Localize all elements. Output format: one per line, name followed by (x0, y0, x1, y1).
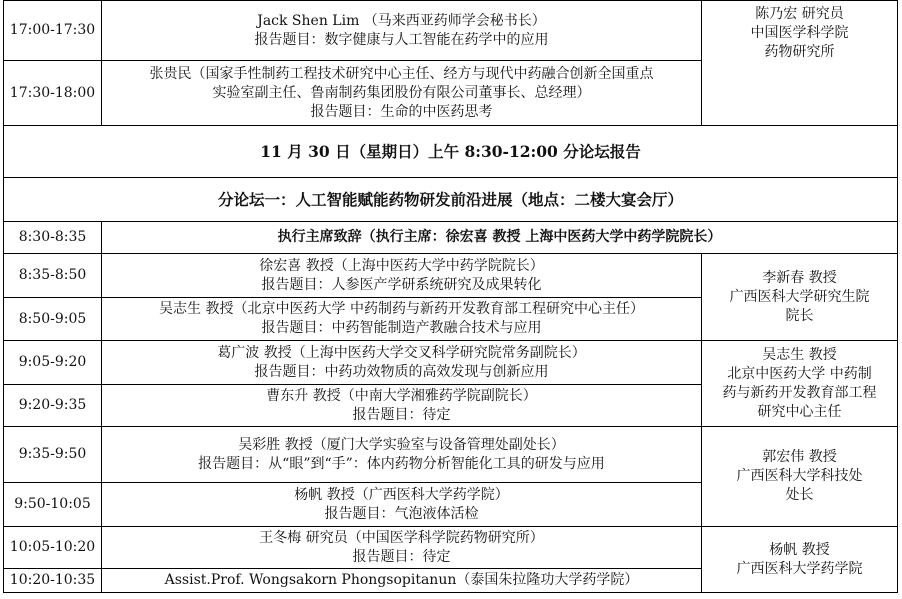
topic-line: 报告题目：中药功效物质的高效发现与创新应用 (254, 363, 549, 380)
speaker-line: 实验室副主任、鲁南制药集团股份有限公司董事长、总经理） (212, 84, 591, 101)
topic-line: 报告题目：从“眼”到“手”：体内药物分析智能化工具的研发与应用 (198, 455, 605, 472)
talk-cell (102, 1, 702, 61)
speaker-line: Assist.Prof. Wongsakorn Phongsopitanun（泰国朱拉隆功大学药学院） (164, 572, 639, 588)
chair-cell: 李新春 教授 广西医科大学研究生院 院长 (702, 254, 898, 341)
time-cell: 8:50-9:05 (4, 298, 102, 341)
speaker-line: 杨帆 教授（广西医科大学药学院） (294, 486, 509, 503)
time-cell: 9:35-9:50 (4, 427, 102, 483)
chair-cell: 杨帆 教授 广西医科大学药学院 (702, 527, 898, 593)
chair-cell: 陈乃宏 研究员 中国医学科学院 药物研究所 (702, 1, 898, 126)
time-cell: 9:20-9:35 (4, 385, 102, 427)
topic-line: 报告题目：数字健康与人工智能在药学中的应用 (254, 31, 549, 48)
talk-cell (102, 298, 702, 341)
speaker-line: 吴志生 教授（北京中医药大学 中药制药与新药开发教育部工程研究中心主任） (159, 301, 644, 317)
table-row (4, 254, 898, 298)
table-row (4, 427, 898, 483)
day-header: 11 月 30 日（星期日）上午 8:30-12:00 分论坛报告 (4, 126, 898, 178)
talk-cell (102, 254, 702, 298)
time-cell: 9:50-10:05 (4, 483, 102, 527)
speaker-line: 曹东升 教授（中南大学湘雅药学院副院长） (266, 387, 537, 404)
talk-cell (102, 527, 702, 569)
time-cell: 9:05-9:20 (4, 341, 102, 385)
talk-cell (102, 427, 702, 483)
speaker-line: 吴彩胜 教授（厦门大学实验室与设备管理处副处长） (238, 436, 565, 453)
talk-cell (102, 483, 702, 527)
topic-line: 报告题目：气泡液体活检 (324, 505, 479, 522)
table-row (4, 222, 898, 254)
opening-remarks: 执行主席致辞（执行主席：徐宏喜 教授 上海中医药大学中药学院院长） (102, 222, 898, 254)
talk-cell (102, 385, 702, 427)
topic-line: 报告题目：中药智能制造产教融合技术与应用 (261, 320, 542, 336)
schedule-table (3, 0, 898, 593)
time-cell: 10:05-10:20 (4, 527, 102, 569)
talk-cell (102, 61, 702, 126)
table-row (4, 178, 898, 222)
time-cell: 8:35-8:50 (4, 254, 102, 298)
topic-line: 报告题目：待定 (352, 548, 451, 565)
time-cell: 17:00-17:30 (4, 1, 102, 61)
time-cell: 10:20-10:35 (4, 569, 102, 593)
talk-cell (102, 341, 702, 385)
talk-cell (102, 569, 702, 593)
topic-line: 报告题目：人参医产学研系统研究及成果转化 (261, 276, 542, 293)
speaker-line: 徐宏喜 教授（上海中医药大学中药学院院长） (259, 257, 544, 274)
speaker-line: 王冬梅 研究员（中国医学科学院药物研究所） (259, 529, 544, 546)
table-row (4, 1, 898, 61)
speaker-line: 张贵民（国家手性制药工程技术研究中心主任、经方与现代中药融合创新全国重点 (149, 65, 654, 82)
table-row (4, 341, 898, 385)
chair-cell: 郭宏伟 教授 广西医科大学科技处 处长 (702, 427, 898, 527)
speaker-line: 葛广波 教授（上海中医药大学交叉科学研究院常务副院长） (217, 344, 586, 361)
table-row (4, 527, 898, 569)
topic-line: 报告题目：生命的中医药思考 (310, 103, 493, 120)
speaker-line: Jack Shen Lim （马来西亚药师学会秘书长） (257, 12, 546, 29)
chair-cell: 吴志生 教授 北京中医药大学 中药制 药与新药开发教育部工程 研究中心主任 (702, 341, 898, 427)
time-cell: 8:30-8:35 (4, 222, 102, 254)
topic-line: 报告题目：待定 (352, 406, 451, 423)
table-row (4, 126, 898, 178)
time-cell: 17:30-18:00 (4, 61, 102, 126)
forum-title: 分论坛一：人工智能赋能药物研发前沿进展（地点：二楼大宴会厅） (4, 178, 898, 222)
